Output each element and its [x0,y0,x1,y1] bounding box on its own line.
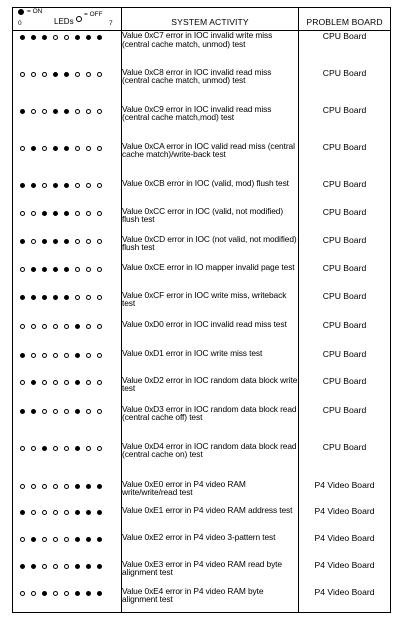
problem-board-cell: CPU Board [299,31,391,68]
led-pattern-cell [13,263,122,291]
led-off-dot-icon [64,484,69,489]
led-off-dot-icon [31,591,36,596]
led-pattern-cell [13,480,122,506]
led-on-dot-icon [75,353,80,358]
led-on-dot-icon [86,591,91,596]
led-on-dot-icon [42,35,47,40]
led-off-dot-icon [64,591,69,596]
led-on-dot-icon [20,109,25,114]
activity-cell: Value 0xE2 error in P4 video 3-pattern test [122,533,299,560]
led-off-dot-icon [42,537,47,542]
led-pattern-cell [13,320,122,349]
led-off-dot-icon [75,146,80,151]
led-off-dot-icon [86,239,91,244]
led-on-dot-icon [53,211,58,216]
led-off-dot-icon [97,146,102,151]
board-column-header: PROBLEM BOARD [299,8,391,31]
led-off-dot-icon [42,146,47,151]
led-off-dot-icon [31,109,36,114]
led-off-dot-icon [53,409,58,414]
led-off-dot-icon [42,109,47,114]
led-off-dot-icon [64,409,69,414]
led-off-dot-icon [42,510,47,515]
problem-board-cell: CPU Board [299,179,391,207]
led-off-dot-icon [97,183,102,188]
led-pattern-cell [13,179,122,207]
led-off-dot-icon [64,537,69,542]
led-off-dot-icon [97,380,102,385]
led-off-dot-icon [42,353,47,358]
led-off-dot-icon [53,35,58,40]
activity-cell: Value 0xCC error in IOC (valid, not modified) flush test [122,207,299,235]
led-off-dot-icon [20,146,25,151]
led-off-dot-icon [20,446,25,451]
led-on-dot-icon [42,267,47,272]
led-off-dot-icon [31,324,36,329]
led-diagnostic-table [12,7,391,613]
led-off-dot-icon [86,146,91,151]
led-on-dot-icon [31,35,36,40]
led-on-dot-icon [20,510,25,515]
led-off-dot-icon [97,324,102,329]
led-off-dot-icon [97,295,102,300]
led-off-dot-icon [42,484,47,489]
led-on-dot-icon [75,35,80,40]
led-pattern-cell [13,31,122,68]
table-row [13,105,391,142]
led-off-dot-icon [53,353,58,358]
led-on-dot-icon [42,295,47,300]
activity-cell: Value 0xCE error in IO mapper invalid page test [122,263,299,291]
led-on-dot-icon [75,591,80,596]
leds-label: LEDs [54,17,74,26]
led-pattern-cell [13,587,122,613]
activity-cell: Value 0xE1 error in P4 video RAM address test [122,506,299,533]
led-on-dot-icon [64,239,69,244]
activity-cell: Value 0xD4 error in IOC random data block read (central cache on) test [122,442,299,480]
led-pattern-cell [13,349,122,376]
table-row [13,533,391,560]
led-off-dot-icon [97,353,102,358]
led-pattern-cell [13,533,122,560]
led-off-dot-icon [31,239,36,244]
led-off-dot-icon [42,324,47,329]
problem-board-cell: CPU Board [299,349,391,376]
led-off-dot-icon [97,109,102,114]
led-pattern-cell [13,291,122,320]
problem-board-cell: CPU Board [299,105,391,142]
off-legend-label: = OFF [84,11,103,18]
led-off-dot-icon [53,324,58,329]
led-on-dot-icon [75,484,80,489]
led-off-dot-icon [31,211,36,216]
led-on-dot-icon [97,510,102,515]
led-on-dot-icon [31,537,36,542]
led-off-dot-icon [86,211,91,216]
table-row [13,320,391,349]
led-on-dot-icon [53,146,58,151]
activity-cell: Value 0xCB error in IOC (valid, mod) flush test [122,179,299,207]
led-off-dot-icon [64,353,69,358]
led-on-dot-icon [75,537,80,542]
problem-board-cell: CPU Board [299,235,391,263]
led-on-dot-icon [20,409,25,414]
led-on-dot-icon [42,211,47,216]
led-pattern-cell [13,506,122,533]
table-row [13,291,391,320]
led-off-dot-icon [64,324,69,329]
led-on-dot-icon [20,295,25,300]
led-off-dot-icon [86,324,91,329]
led-off-dot-icon [42,409,47,414]
problem-board-cell: CPU Board [299,207,391,235]
leds-column-header [13,8,122,31]
problem-board-cell: CPU Board [299,405,391,442]
led-off-dot-icon [75,183,80,188]
led-off-dot-icon [75,295,80,300]
led-on-dot-icon [31,295,36,300]
led-pattern-cell [13,68,122,105]
led-off-dot-icon [53,591,58,596]
led-off-dot-icon [53,380,58,385]
table-row [13,179,391,207]
led-off-dot-icon [64,380,69,385]
led-on-dot-icon [20,564,25,569]
led-off-dot-icon [31,72,36,77]
on-legend-dot-icon [18,9,24,15]
led-on-dot-icon [42,239,47,244]
led-on-dot-icon [64,267,69,272]
on-legend-label: = ON [27,8,43,15]
led-on-dot-icon [64,72,69,77]
off-legend-dot-icon [76,16,82,22]
problem-board-cell: CPU Board [299,442,391,480]
activity-cell: Value 0xE4 error in P4 video RAM byte alignment test [122,587,299,613]
led-on-dot-icon [53,267,58,272]
led-pattern-cell [13,442,122,480]
led-on-dot-icon [86,564,91,569]
led-on-dot-icon [20,353,25,358]
activity-cell: Value 0xD2 error in IOC random data block write test [122,376,299,405]
led-off-dot-icon [97,239,102,244]
table-row [13,506,391,533]
led-off-dot-icon [42,380,47,385]
activity-cell: Value 0xCD error in IOC (not valid, not modified) flush test [122,235,299,263]
led-off-dot-icon [20,484,25,489]
table-row [13,207,391,235]
led-on-dot-icon [31,183,36,188]
table-row [13,405,391,442]
table-row [13,68,391,105]
led-off-dot-icon [97,211,102,216]
led-off-dot-icon [86,409,91,414]
led-off-dot-icon [20,380,25,385]
led-off-dot-icon [31,510,36,515]
led-on-dot-icon [86,484,91,489]
led-on-dot-icon [97,35,102,40]
led-on-dot-icon [53,239,58,244]
led-off-dot-icon [20,72,25,77]
led-off-dot-icon [86,109,91,114]
activity-cell: Value 0xD1 error in IOC write miss test [122,349,299,376]
led-off-dot-icon [64,510,69,515]
led-pattern-cell [13,376,122,405]
problem-board-cell: CPU Board [299,376,391,405]
led-off-dot-icon [97,409,102,414]
led-off-dot-icon [31,446,36,451]
problem-board-cell: P4 Video Board [299,533,391,560]
led-on-dot-icon [42,591,47,596]
led-low-index: 0 [18,20,22,27]
led-off-dot-icon [97,446,102,451]
led-off-dot-icon [53,484,58,489]
led-on-dot-icon [42,446,47,451]
problem-board-cell: P4 Video Board [299,587,391,613]
led-on-dot-icon [31,146,36,151]
led-off-dot-icon [75,72,80,77]
led-on-dot-icon [64,295,69,300]
led-off-dot-icon [20,537,25,542]
led-on-dot-icon [75,409,80,414]
led-off-dot-icon [20,324,25,329]
led-off-dot-icon [75,267,80,272]
table-row [13,263,391,291]
led-on-dot-icon [53,295,58,300]
led-on-dot-icon [75,510,80,515]
activity-cell: Value 0xE0 error in P4 video RAM write/write/read test [122,480,299,506]
led-off-dot-icon [42,564,47,569]
activity-cell: Value 0xC7 error in IOC invalid write miss (central cache match, unmod) test [122,31,299,68]
led-off-dot-icon [86,446,91,451]
led-on-dot-icon [97,591,102,596]
led-on-dot-icon [75,380,80,385]
led-off-dot-icon [64,564,69,569]
table-row [13,142,391,179]
activity-cell: Value 0xC9 error in IOC invalid read miss (central cache match,mod) test [122,105,299,142]
led-on-dot-icon [97,537,102,542]
led-off-dot-icon [42,183,47,188]
led-on-dot-icon [20,183,25,188]
led-off-dot-icon [31,484,36,489]
led-pattern-cell [13,560,122,587]
led-on-dot-icon [97,484,102,489]
led-off-dot-icon [86,380,91,385]
led-off-dot-icon [53,446,58,451]
led-off-dot-icon [20,267,25,272]
activity-cell: Value 0xCA error in IOC valid read miss (central cache match)/write-back test [122,142,299,179]
led-on-dot-icon [64,211,69,216]
led-off-dot-icon [31,353,36,358]
led-on-dot-icon [53,72,58,77]
problem-board-cell: CPU Board [299,320,391,349]
table-row [13,560,391,587]
led-off-dot-icon [53,537,58,542]
led-off-dot-icon [86,353,91,358]
led-on-dot-icon [75,446,80,451]
led-off-dot-icon [20,211,25,216]
led-off-dot-icon [97,267,102,272]
led-off-dot-icon [75,211,80,216]
activity-cell: Value 0xE3 error in P4 video RAM read byte alignment test [122,560,299,587]
table-row [13,480,391,506]
problem-board-cell: CPU Board [299,68,391,105]
led-on-dot-icon [31,564,36,569]
led-on-dot-icon [75,324,80,329]
led-off-dot-icon [42,72,47,77]
led-on-dot-icon [31,380,36,385]
led-on-dot-icon [20,239,25,244]
problem-board-cell: CPU Board [299,142,391,179]
led-off-dot-icon [20,591,25,596]
led-on-dot-icon [86,537,91,542]
table-row [13,31,391,68]
led-off-dot-icon [86,183,91,188]
led-off-dot-icon [64,446,69,451]
led-off-dot-icon [75,239,80,244]
led-pattern-cell [13,105,122,142]
problem-board-cell: CPU Board [299,291,391,320]
led-on-dot-icon [86,510,91,515]
led-pattern-cell [13,142,122,179]
led-pattern-cell [13,207,122,235]
led-off-dot-icon [53,564,58,569]
led-on-dot-icon [20,35,25,40]
led-pattern-cell [13,405,122,442]
activity-cell: Value 0xCF error in IOC write miss, writeback test [122,291,299,320]
problem-board-cell: P4 Video Board [299,480,391,506]
problem-board-cell: P4 Video Board [299,560,391,587]
problem-board-cell: P4 Video Board [299,506,391,533]
activity-cell: Value 0xD0 error in IOC invalid read miss test [122,320,299,349]
table-row [13,587,391,613]
led-on-dot-icon [31,267,36,272]
led-on-dot-icon [64,183,69,188]
led-on-dot-icon [86,35,91,40]
problem-board-cell: CPU Board [299,263,391,291]
led-on-dot-icon [75,564,80,569]
led-off-dot-icon [75,109,80,114]
led-off-dot-icon [97,72,102,77]
led-off-dot-icon [64,35,69,40]
led-on-dot-icon [97,564,102,569]
led-high-index: 7 [109,20,113,27]
led-off-dot-icon [53,510,58,515]
activity-column-header: SYSTEM ACTIVITY [122,8,299,31]
activity-cell: Value 0xD3 error in IOC random data block read (central cache off) test [122,405,299,442]
led-on-dot-icon [53,109,58,114]
table-row [13,376,391,405]
led-off-dot-icon [86,72,91,77]
led-on-dot-icon [64,146,69,151]
led-on-dot-icon [31,409,36,414]
table-row [13,349,391,376]
led-pattern-cell [13,235,122,263]
led-on-dot-icon [64,109,69,114]
header-row [13,8,391,31]
table-row [13,442,391,480]
activity-cell: Value 0xC8 error in IOC invalid read miss (central cache match, unmod) test [122,68,299,105]
led-off-dot-icon [86,267,91,272]
led-on-dot-icon [53,183,58,188]
table-row [13,235,391,263]
led-off-dot-icon [86,295,91,300]
